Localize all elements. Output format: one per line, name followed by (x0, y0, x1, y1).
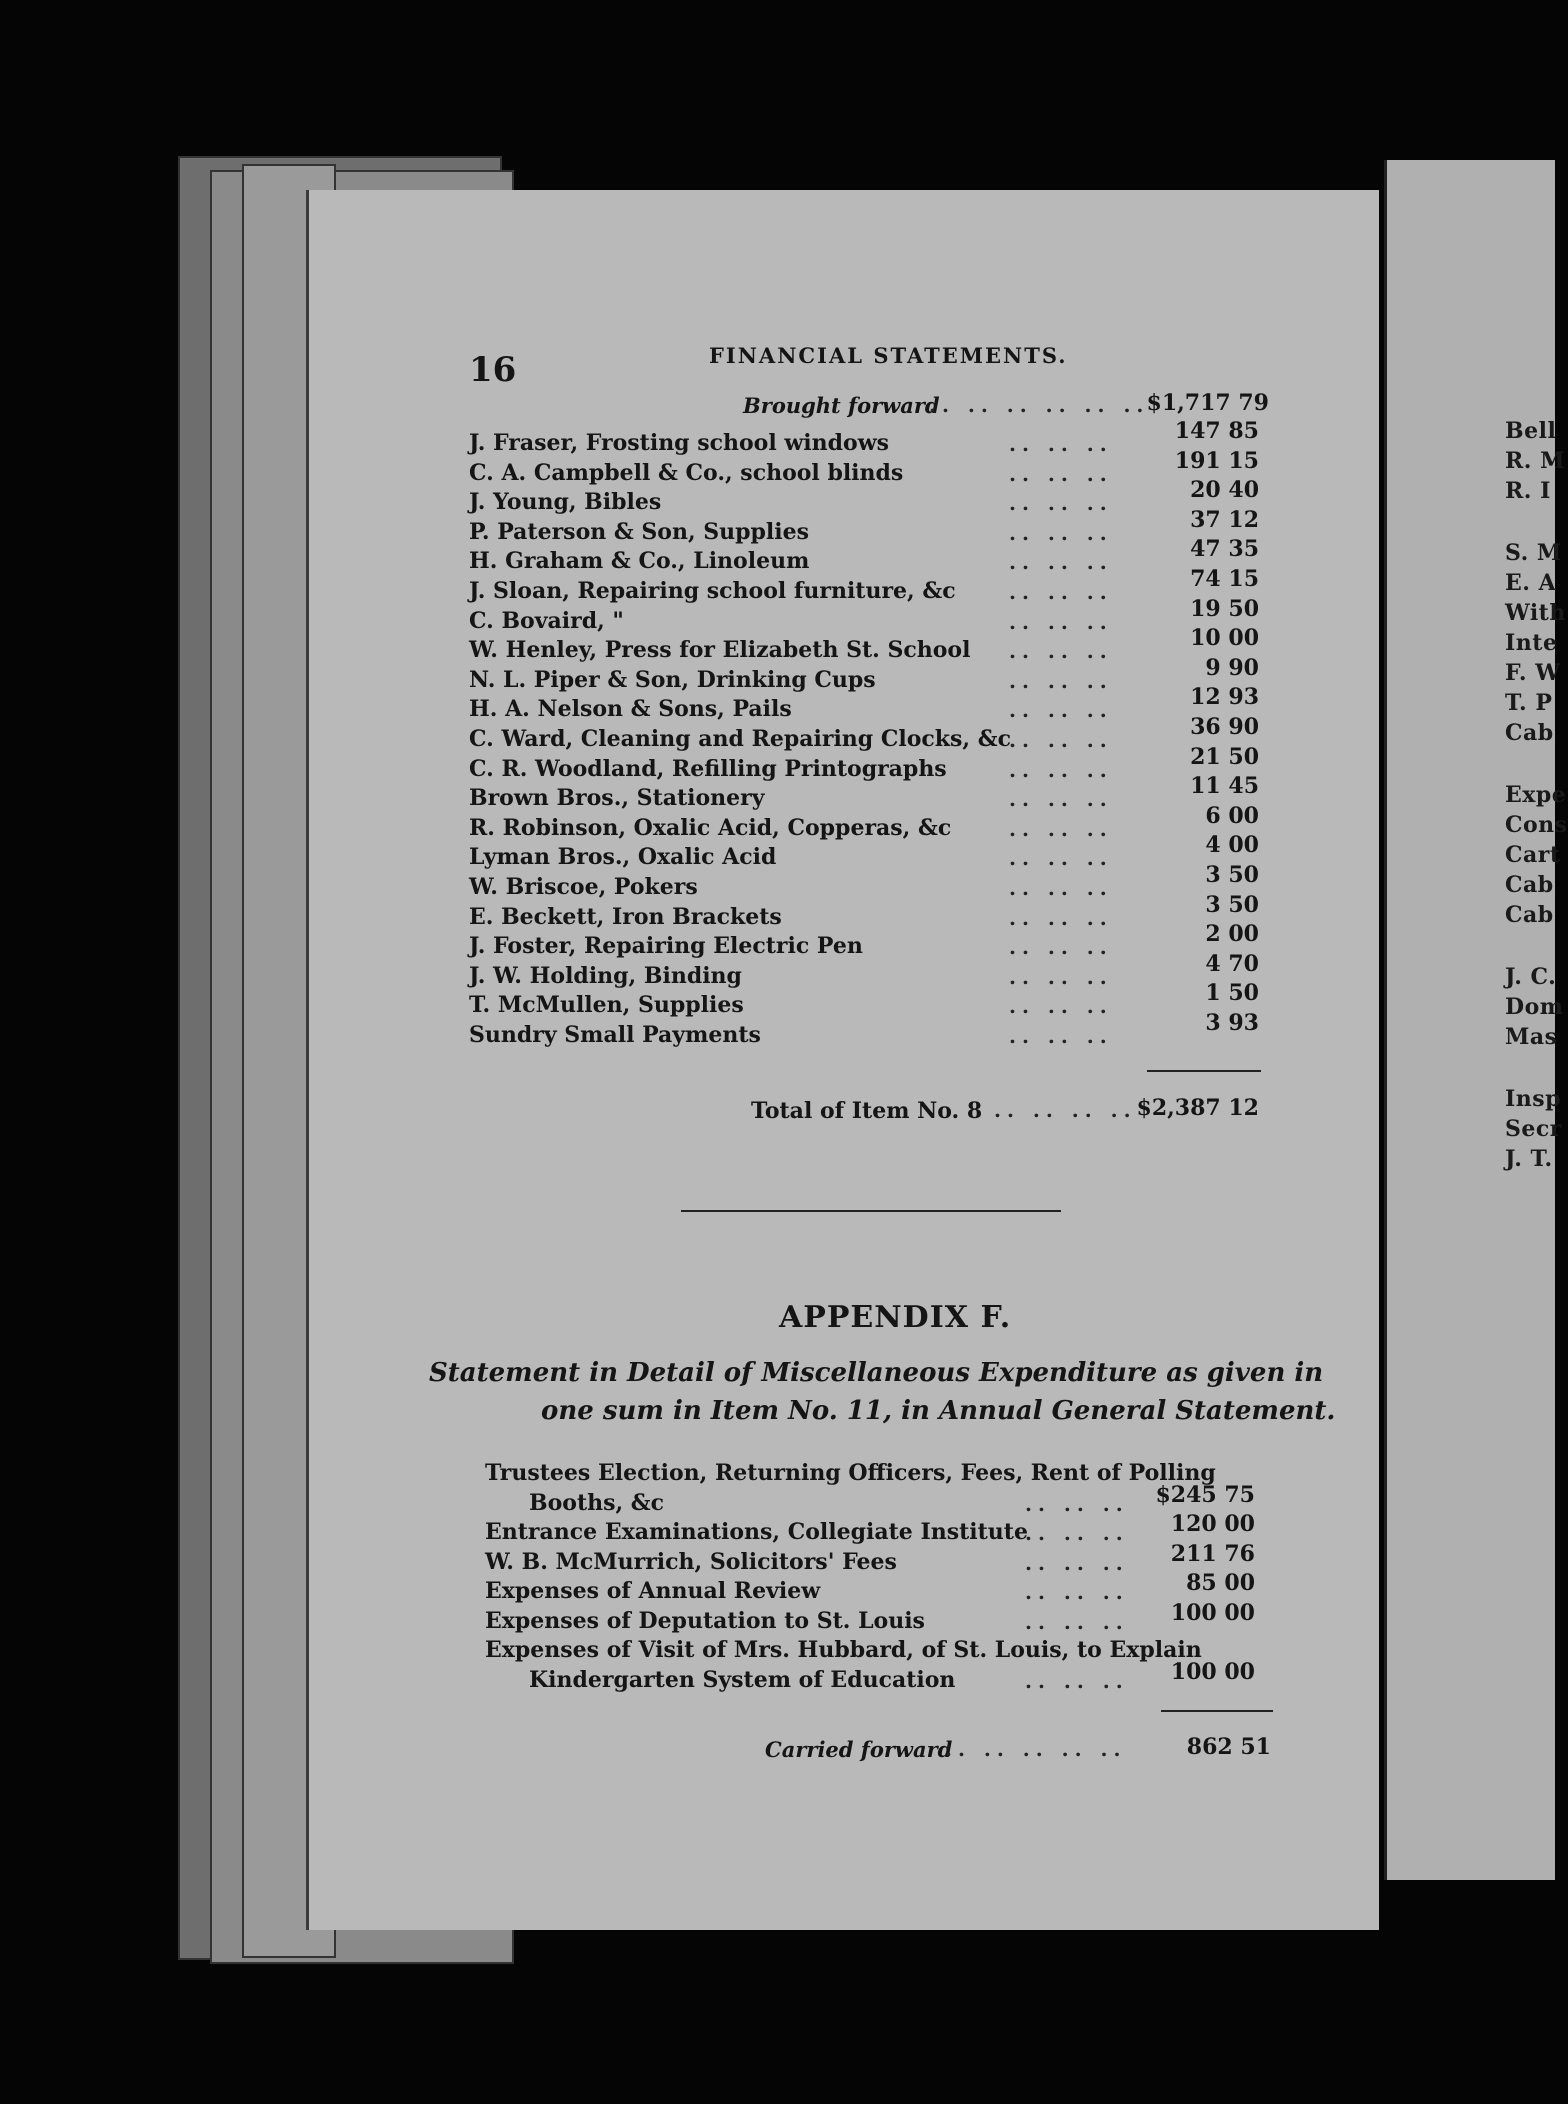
brought-forward-amount: $1,717 79 (1146, 390, 1269, 416)
item8-row-label: N. L. Piper & Son, Drinking Cups (469, 666, 876, 693)
adjacent-page-text: Cab (1505, 720, 1554, 746)
item8-row-amount: 11 45 (1190, 773, 1259, 800)
section-divider (681, 1210, 1061, 1212)
adjacent-page-text: T. P (1505, 690, 1553, 716)
item8-row-label: W. Henley, Press for Elizabeth St. School (469, 637, 971, 664)
appendix-row-amount: 120 00 (1170, 1511, 1255, 1537)
item8-row-label: H. Graham & Co., Linoleum (469, 548, 810, 575)
appendix-row-label: Booths, &c (529, 1489, 665, 1516)
adjacent-page-text: Dom (1505, 994, 1564, 1020)
item8-row-amount: 3 93 (1205, 1010, 1259, 1036)
adjacent-page-text: Mas (1505, 1024, 1558, 1050)
dot-leader: .. .. .. (1009, 935, 1113, 960)
adjacent-page-text: Secr (1505, 1116, 1562, 1142)
adjacent-page-text: Insp (1505, 1086, 1562, 1112)
dot-leader: .. .. .. (1009, 846, 1113, 871)
dot-leader: .. .. .. (1009, 698, 1113, 723)
carried-forward-rule (1161, 1710, 1273, 1712)
adjacent-page-text: J. T. (1505, 1146, 1553, 1172)
adjacent-page-text: With (1505, 600, 1566, 626)
item8-row-amount: 1 50 (1205, 980, 1259, 1007)
carried-forward-label: Carried forward (765, 1737, 953, 1762)
appendix-row-label: W. B. McMurrich, Solicitors' Fees (485, 1548, 897, 1575)
dot-leader: .. .. .. (1009, 787, 1113, 812)
dot-leader: .. .. .. (1009, 905, 1113, 930)
adjacent-page-text: Cab (1505, 872, 1554, 898)
appendix-row-amount: 100 00 (1170, 1599, 1255, 1626)
item8-row-amount: 19 50 (1190, 595, 1259, 622)
dot-leader: .. .. .. (1009, 964, 1113, 989)
item8-row-amount: 9 90 (1205, 654, 1259, 681)
item8-row-label: C. Bovaird, " (469, 607, 624, 634)
dot-leader: .. .. .. (1009, 668, 1113, 693)
dot-leader: .. .. .. (1009, 461, 1113, 486)
item8-row-label: J. Young, Bibles (469, 489, 662, 516)
dot-leader: .. .. .. (1009, 994, 1113, 1019)
item8-row-amount: 21 50 (1190, 743, 1259, 770)
appendix-row-label: Expenses of Deputation to St. Louis (485, 1607, 925, 1634)
item8-row-amount: 47 35 (1190, 536, 1259, 563)
dot-leader: .. .. .. (1009, 1024, 1113, 1048)
appendix-subtitle-line2: one sum in Item No. 11, in Annual General Statement. (541, 1396, 1336, 1426)
item8-row-label: Lyman Bros., Oxalic Acid (469, 844, 777, 871)
item8-row-label: J. Foster, Repairing Electric Pen (469, 933, 863, 960)
item8-row-amount: 10 00 (1190, 625, 1259, 652)
adjacent-page-fragment (1384, 160, 1568, 1880)
dot-leader: .. .. .. .. (994, 1098, 1137, 1122)
adjacent-page-text: R. I (1505, 478, 1551, 504)
dot-leader: .. .. .. (1025, 1521, 1129, 1545)
dot-leader: .. .. .. (1009, 639, 1113, 664)
dot-leader: .. .. .. (1025, 1668, 1129, 1693)
item8-row-amount: 191 15 (1174, 447, 1259, 474)
item8-row-label: C. R. Woodland, Refilling Printographs (469, 755, 947, 782)
item8-row-label: J. W. Holding, Binding (469, 962, 742, 989)
dot-leader: .. .. .. (1009, 876, 1113, 900)
appendix-row-amount: 85 00 (1186, 1570, 1255, 1596)
item8-row-amount: 6 00 (1205, 802, 1259, 829)
page-header: FINANCIAL STATEMENTS. (709, 343, 1068, 368)
dot-leader: .. .. .. (1009, 520, 1113, 545)
page-number: 16 (469, 350, 517, 390)
item8-row-label: C. A. Campbell & Co., school blinds (469, 459, 904, 486)
dot-leader: .. .. .. (1009, 757, 1113, 782)
total-label: Total of Item No. 8 (751, 1098, 983, 1124)
appendix-title: APPENDIX F. (779, 1300, 1012, 1335)
appendix-row-label: Entrance Examinations, Collegiate Institute (485, 1519, 1028, 1545)
adjacent-page-text: Bell (1505, 418, 1557, 444)
appendix-row-label: Kindergarten System of Education (529, 1666, 956, 1693)
dot-leader: .. .. .. (1025, 1580, 1129, 1604)
adjacent-page-text: Cons (1505, 812, 1568, 838)
item8-row-amount: 4 70 (1205, 950, 1259, 977)
dot-leader: .. .. .. (1009, 728, 1113, 752)
dot-leader: .. .. .. .. .. .. (929, 393, 1150, 417)
appendix-subtitle-line1: Statement in Detail of Miscellaneous Expenditure as given in (429, 1358, 1324, 1388)
appendix-row-amount: $245 75 (1155, 1481, 1255, 1508)
item8-row-amount: 74 15 (1190, 566, 1259, 592)
dot-leader: .. .. .. (1009, 609, 1113, 634)
item8-row-label: E. Beckett, Iron Brackets (469, 903, 782, 930)
item8-row-amount: 37 12 (1190, 506, 1259, 533)
adjacent-page-text: S. M (1505, 540, 1562, 566)
appendix-row-label: Trustees Election, Returning Officers, Fees, Rent of Polling (485, 1460, 1216, 1486)
adjacent-page-text: J. C. (1505, 964, 1557, 990)
item8-row-amount: 2 00 (1205, 921, 1259, 948)
dot-leader: .. .. .. (1009, 580, 1113, 604)
dot-leader: .. .. .. (1025, 1550, 1129, 1575)
adjacent-page-text: F. W (1505, 660, 1561, 686)
item8-row-label: J. Sloan, Repairing school furniture, &c (469, 578, 956, 604)
total-amount: $2,387 12 (1136, 1095, 1259, 1121)
document-page (306, 190, 1379, 1930)
item8-row-amount: 147 85 (1174, 418, 1259, 444)
item8-row-amount: 3 50 (1205, 862, 1259, 888)
item8-row-amount: 12 93 (1190, 684, 1259, 711)
item8-row-amount: 36 90 (1190, 714, 1259, 740)
item8-row-amount: 20 40 (1190, 477, 1259, 504)
dot-leader: .. .. .. .. .. (945, 1737, 1127, 1761)
dot-leader: .. .. .. (1009, 550, 1113, 575)
total-rule (1147, 1070, 1261, 1072)
item8-row-label: H. A. Nelson & Sons, Pails (469, 696, 792, 723)
adjacent-page-text: Cab (1505, 902, 1554, 928)
dot-leader: .. .. .. (1025, 1609, 1129, 1634)
dot-leader: .. .. .. (1025, 1491, 1129, 1516)
appendix-row-label: Expenses of Visit of Mrs. Hubbard, of St. Louis, to Explain (485, 1637, 1202, 1663)
dot-leader: .. .. .. (1009, 816, 1113, 841)
item8-row-label: J. Fraser, Frosting school windows (469, 430, 890, 456)
adjacent-page-text: Expe (1505, 782, 1567, 808)
adjacent-page-text: R. M (1505, 448, 1565, 474)
item8-row-label: R. Robinson, Oxalic Acid, Copperas, &c (469, 814, 952, 841)
item8-row-amount: 3 50 (1205, 891, 1259, 918)
item8-row-label: Sundry Small Payments (469, 1022, 761, 1048)
appendix-row-amount: 211 76 (1170, 1540, 1255, 1567)
dot-leader: .. .. .. (1009, 432, 1113, 456)
item8-row-label: T. McMullen, Supplies (469, 992, 744, 1019)
dot-leader: .. .. .. (1009, 491, 1113, 516)
brought-forward-label: Brought forward (743, 393, 940, 418)
item8-row-label: C. Ward, Cleaning and Repairing Clocks, &c (469, 726, 1011, 752)
appendix-row-amount: 100 00 (1170, 1658, 1255, 1685)
item8-row-label: Brown Bros., Stationery (469, 785, 765, 812)
adjacent-page-text: Cart (1505, 842, 1561, 868)
item8-row-amount: 4 00 (1205, 832, 1259, 859)
appendix-row-label: Expenses of Annual Review (485, 1578, 821, 1604)
item8-row-label: P. Paterson & Son, Supplies (469, 518, 810, 545)
adjacent-page-text: Inte (1505, 630, 1558, 656)
item8-row-label: W. Briscoe, Pokers (469, 874, 698, 900)
adjacent-page-text: E. A (1505, 570, 1557, 596)
carried-forward-amount: 862 51 (1186, 1734, 1271, 1760)
